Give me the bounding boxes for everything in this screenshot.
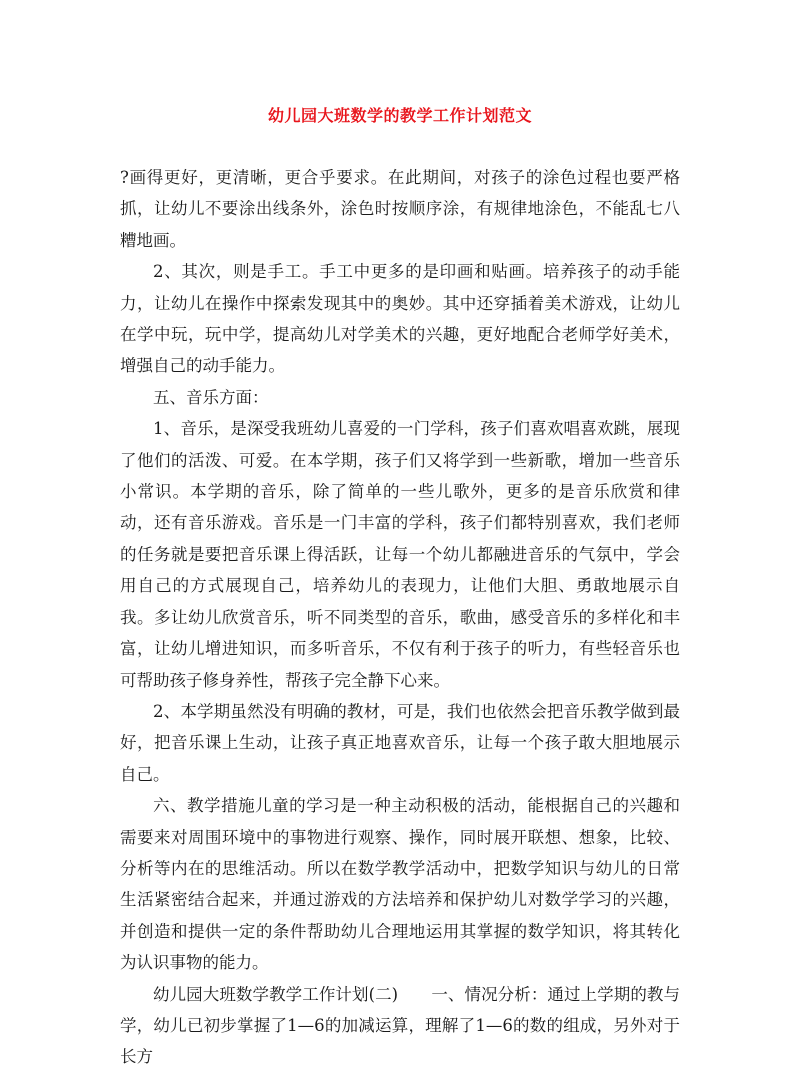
paragraph-coloring: ?画得更好，更清晰，更合乎要求。在此期间，对孩子的涂色过程也要严格抓，让幼儿不要涂出线条外，涂色时按顺序涂，有规律地涂色，不能乱七八糟地画。 xyxy=(120,168,680,250)
document-body xyxy=(120,162,680,1073)
paragraph-handcraft: 2、其次，则是手工。手工中更多的是印画和贴画。培养孩子的动手能力，让幼儿在操作中探索发现其中的奥妙。其中还穿插着美术游戏，让幼儿在学中玩，玩中学，提高幼儿对学美术的兴趣，更好地配合老师学好美术，增强自己的动手能力。 xyxy=(120,262,680,376)
paragraph-music-2: 2、本学期虽然没有明确的教材，可是，我们也依然会把音乐教学做到最好，把音乐课上生动，让孩子真正地喜欢音乐，让每一个孩子敢大胆地展示自己。 xyxy=(120,701,680,784)
paragraph-plan-two: 幼儿园大班数学教学工作计划(二) 一、情况分析：通过上学期的教与学，幼儿已初步掌握了1—6的加减运算，理解了1—6的数的组成，另外对于长方 xyxy=(120,984,680,1067)
paragraph-teaching-measures: 六、教学措施儿童的学习是一种主动积极的活动，能根据自己的兴趣和需要来对周围环境中的事物进行观察、操作，同时展开联想、想象，比较、分析等内在的思维活动。所以在数学教学活动中，把数学知识与幼儿的日常生活紧密结合起来，并通过游戏的方法培养和保护幼儿对数学学习的兴趣，并创造和提供一定的条件帮助幼儿合理地运用其掌握的数学知识，将其转化为认识事物的能力。 xyxy=(120,796,680,973)
section-heading-music: 五、音乐方面： xyxy=(153,387,269,407)
document-title: 幼儿园大班数学的教学工作计划范文 xyxy=(267,106,532,125)
paragraph-music-1: 1、音乐，是深受我班幼儿喜爱的一门学科，孩子们喜欢唱喜欢跳，展现了他们的活泼、可爱。在本学期，孩子们又将学到一些新歌，增加一些音乐小常识。本学期的音乐，除了简单的一些儿歌外，更多的是音乐欣赏和律动，还有音乐游戏。音乐是一门丰富的学科，孩子们都特别喜欢，我们老师的任务就是要把音乐课上得活跃，让每一个幼儿都融进音乐的气氛中，学会用自己的方式展现自己，培养幼儿的表现力，让他们大胆、勇敢地展示自我。多让幼儿欣赏音乐，听不同类型的音乐，歌曲，感受音乐的多样化和丰富，让幼儿增进知识，而多听音乐，不仅有利于孩子的听力，有些轻音乐也可帮助孩子修身养性，帮孩子完全静下心来。 xyxy=(120,419,680,690)
